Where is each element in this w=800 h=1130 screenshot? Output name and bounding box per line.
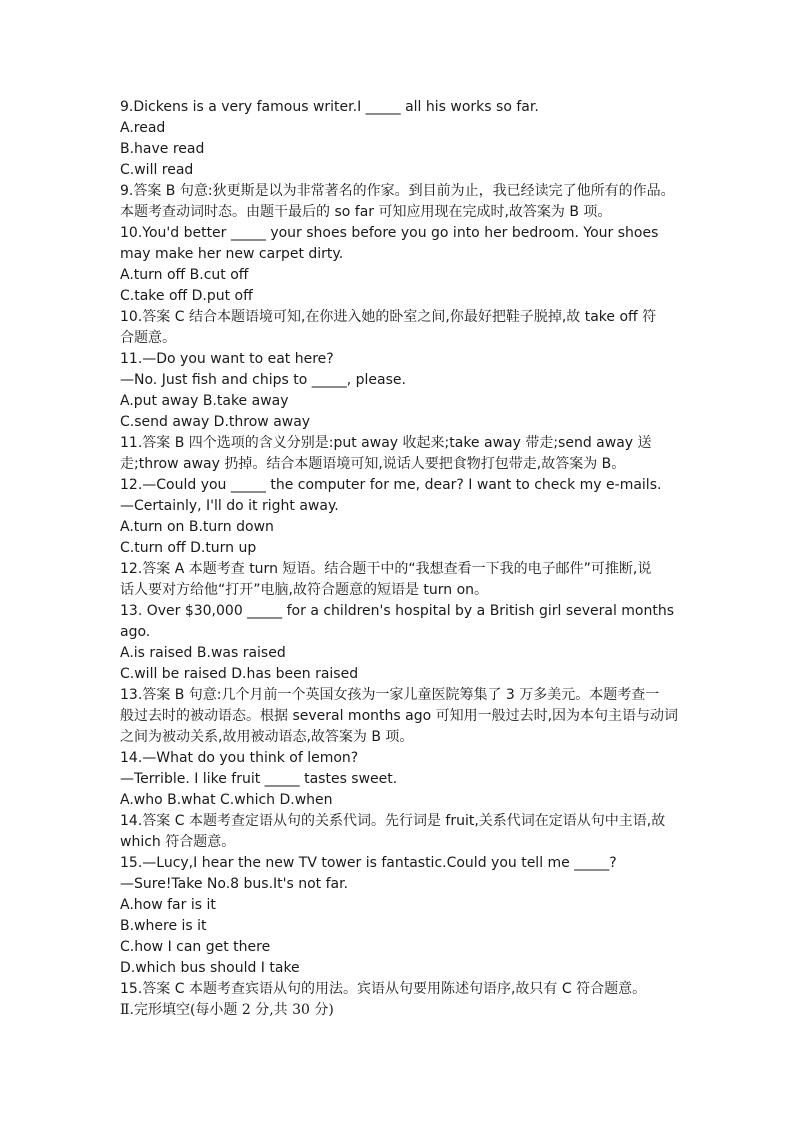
question-11-options-ab: A.put away B.take away (120, 393, 289, 409)
answer-9-line-2: 本题考查动词时态。由题干最后的 so far 可知应用现在完成时,故答案为 B 项。 (120, 204, 612, 220)
question-15-option-b: B.where is it (120, 918, 207, 934)
question-10-options-ab: A.turn off B.cut off (120, 267, 249, 283)
question-12-options-cd: C.turn off D.turn up (120, 540, 257, 556)
answer-11-line-1: 11.答案 B 四个选项的含义分别是:put away 收起来;take away 带走;send away 送 (120, 435, 652, 451)
answer-10-line-1: 10.答案 C 结合本题语境可知,在你进入她的卧室之间,你最好把鞋子脱掉,故 take off 符 (120, 309, 657, 325)
question-14-stem-line-2: —Terrible. I like fruit _____ tastes sweet. (120, 771, 398, 787)
answer-11-line-2: 走;throw away 扔掉。结合本题语境可知,说话人要把食物打包带走,故答案为 B。 (120, 456, 626, 472)
section-heading: Ⅱ.完形填空(每小题 2 分,共 30 分) (120, 1002, 334, 1018)
question-11-stem-line-1: 11.—Do you want to eat here? (120, 351, 334, 367)
answer-12-line-1: 12.答案 A 本题考查 turn 短语。结合题干中的“我想查看一下我的电子邮件”可推断,说 (120, 561, 652, 577)
question-12-stem-line-1: 12.—Could you _____ the computer for me, dear? I want to check my e-mails. (120, 477, 662, 493)
question-9-option-a: A.read (120, 120, 166, 136)
question-15-option-a: A.how far is it (120, 897, 216, 913)
question-12-stem-line-2: —Certainly, I'll do it right away. (120, 498, 339, 514)
answer-13-line-3: 之间为被动关系,故用被动语态,故答案为 B 项。 (120, 729, 414, 745)
question-9-stem: 9.Dickens is a very famous writer.I _____ all his works so far. (120, 99, 539, 115)
question-11-stem-line-2: —No. Just fish and chips to _____, please. (120, 372, 406, 388)
question-13-options-cd: C.will be raised D.has been raised (120, 666, 359, 682)
question-13-stem-line-2: ago. (120, 624, 151, 640)
question-12-options-ab: A.turn on B.turn down (120, 519, 274, 535)
question-14-stem-line-1: 14.—What do you think of lemon? (120, 750, 359, 766)
answer-9-line-1: 9.答案 B 句意:狄更斯是以为非常著名的作家。到目前为止，我已经读完了他所有的作品。 (120, 183, 675, 199)
answer-14-line-1: 14.答案 C 本题考查定语从句的关系代词。先行词是 fruit,关系代词在定语从句中主语,故 (120, 813, 666, 829)
question-11-options-cd: C.send away D.throw away (120, 414, 311, 430)
question-13-options-ab: A.is raised B.was raised (120, 645, 286, 661)
answer-14-line-2: which 符合题意。 (120, 834, 236, 850)
question-9-option-c: C.will read (120, 162, 194, 178)
answer-12-line-2: 话人要对方给他“打开”电脑,故符合题意的短语是 turn on。 (120, 582, 489, 598)
question-14-options: A.who B.what C.which D.when (120, 792, 333, 808)
document-page (120, 97, 685, 1021)
answer-10-line-2: 合题意。 (120, 330, 176, 346)
question-10-options-cd: C.take off D.put off (120, 288, 253, 304)
answer-13-line-1: 13.答案 B 句意:几个月前一个英国女孩为一家儿童医院筹集了 3 万多美元。本题考查一 (120, 687, 660, 703)
question-13-stem-line-1: 13. Over $30,000 _____ for a children's hospital by a British girl several months (120, 603, 675, 619)
question-15-stem-line-2: —Sure!Take No.8 bus.It's not far. (120, 876, 349, 892)
question-10-stem-line-1: 10.You'd better _____ your shoes before you go into her bedroom. Your shoes (120, 225, 659, 241)
question-15-option-d: D.which bus should I take (120, 960, 300, 976)
answer-15: 15.答案 C 本题考查宾语从句的用法。宾语从句要用陈述句语序,故只有 C 符合题意。 (120, 981, 647, 997)
question-15-option-c: C.how I can get there (120, 939, 271, 955)
question-9-option-b: B.have read (120, 141, 205, 157)
question-10-stem-line-2: may make her new carpet dirty. (120, 246, 344, 262)
question-15-stem-line-1: 15.—Lucy,I hear the new TV tower is fantastic.Could you tell me _____? (120, 855, 617, 871)
answer-13-line-2: 般过去时的被动语态。根据 several months ago 可知用一般过去时,因为本句主语与动词 (120, 708, 679, 724)
